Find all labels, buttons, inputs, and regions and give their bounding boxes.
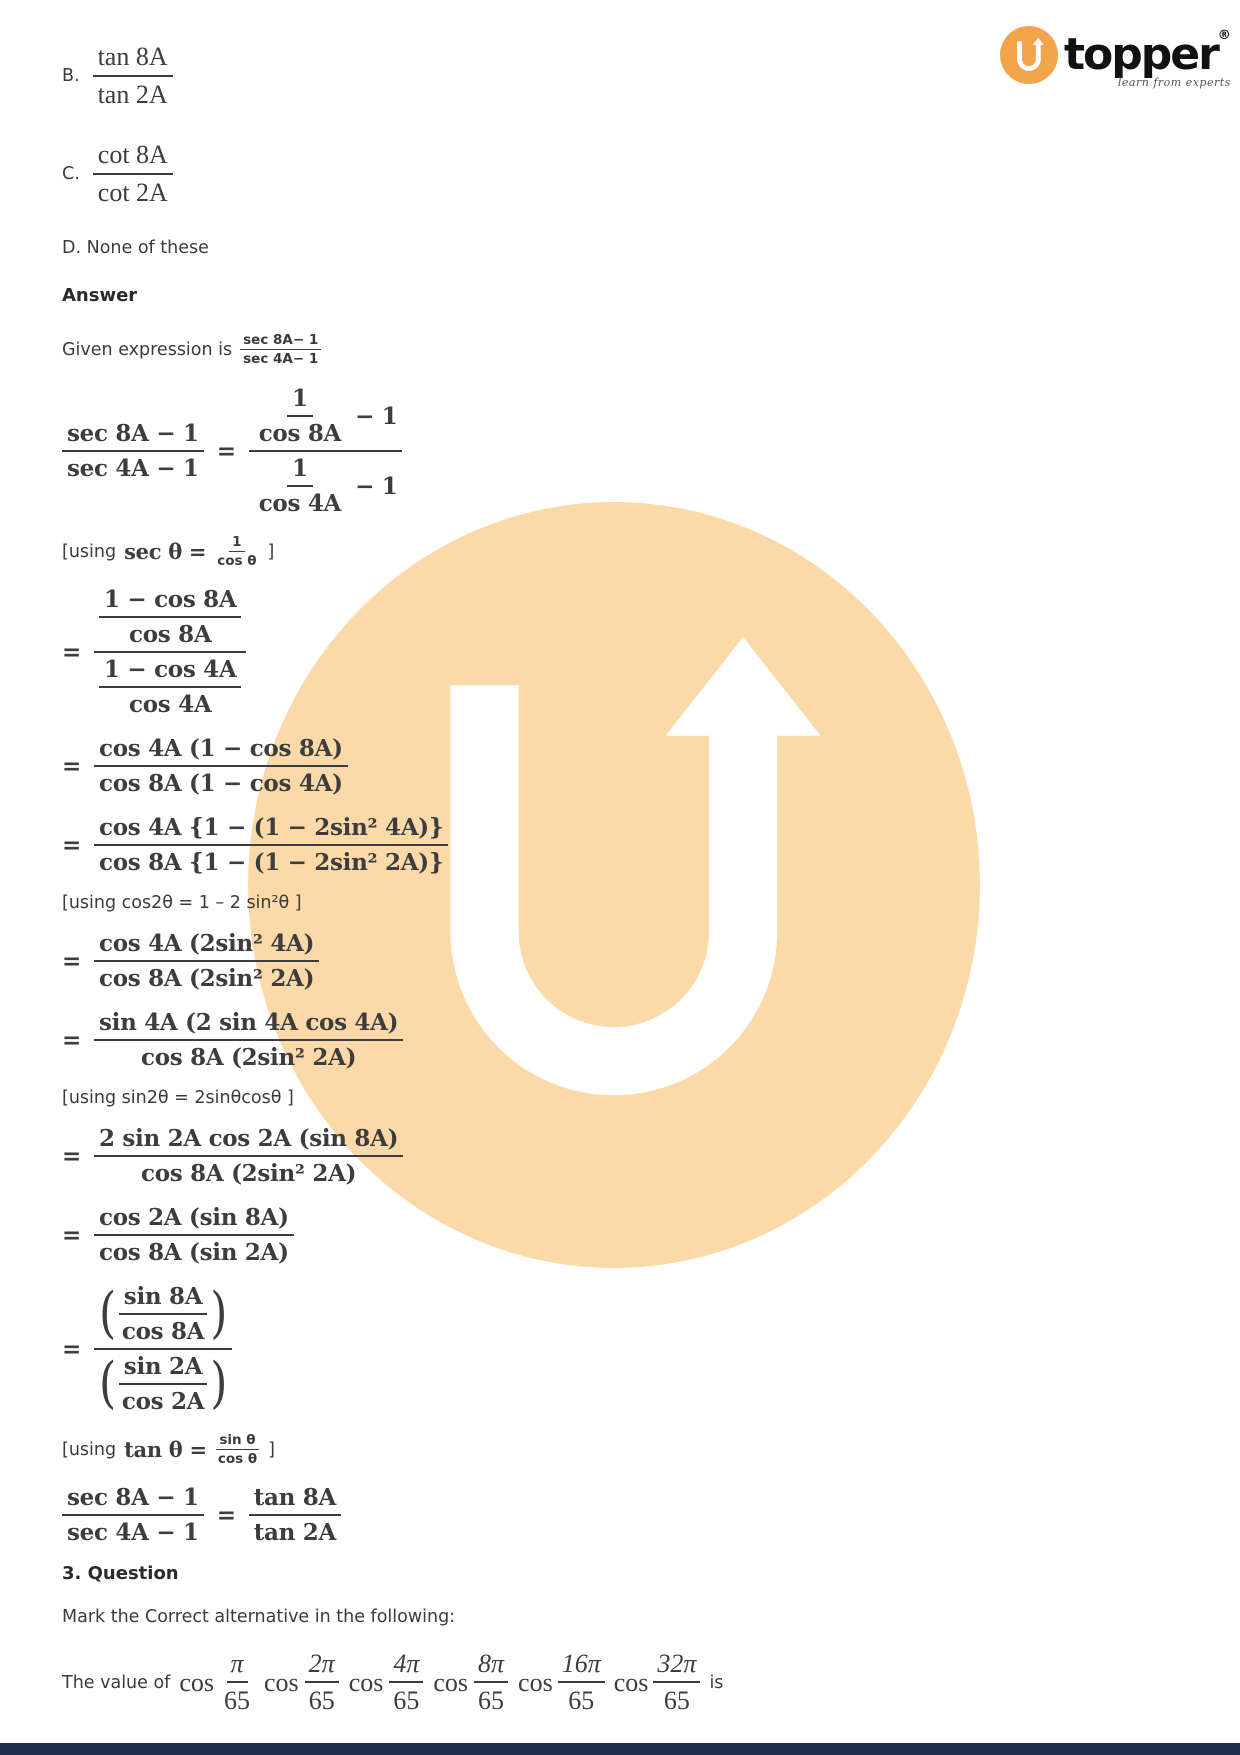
eq1-rhs-num-frac bbox=[254, 385, 346, 447]
option-b-label: B. bbox=[62, 66, 80, 86]
using-sec-identity bbox=[62, 534, 762, 569]
right-paren: ) bbox=[210, 1281, 228, 1346]
frac-num: 32π bbox=[653, 1649, 700, 1683]
answer-heading: Answer bbox=[62, 285, 138, 306]
eq10-rhs-num: tan 8A bbox=[249, 1484, 341, 1516]
using-tan-prefix: [using bbox=[62, 1439, 117, 1460]
eq1-rd-num: 1 bbox=[287, 455, 313, 487]
eq1-rn-den: cos 8A bbox=[258, 420, 342, 447]
using-sec-num: 1 bbox=[229, 534, 244, 552]
eq2-bot-den: cos 4A bbox=[129, 691, 212, 718]
cos-label: cos bbox=[264, 1667, 299, 1697]
using-sin-identity: [using sin2θ = 2sinθcosθ ] bbox=[62, 1088, 294, 1108]
pi-fraction bbox=[388, 1649, 424, 1716]
cos-label: cos bbox=[348, 1667, 384, 1697]
equation-5 bbox=[62, 930, 762, 992]
option-c-fraction bbox=[93, 140, 173, 208]
frac-num: π bbox=[227, 1649, 248, 1683]
equation-6 bbox=[62, 1009, 762, 1071]
eq1-rn-rest: − 1 bbox=[355, 402, 398, 430]
pi-fraction bbox=[558, 1649, 605, 1716]
registered-mark: ® bbox=[1217, 28, 1231, 43]
frac-den: 65 bbox=[663, 1686, 690, 1715]
eq6-den: cos 8A (2sin² 2A) bbox=[141, 1044, 357, 1071]
page-footer-bar bbox=[0, 1743, 1240, 1755]
cos-term bbox=[264, 1649, 340, 1716]
pi-fraction bbox=[653, 1649, 700, 1716]
cos-label: cos bbox=[518, 1667, 553, 1697]
equals-sign: = bbox=[62, 1335, 81, 1363]
equals-sign: = bbox=[62, 831, 81, 859]
using-tan-identity bbox=[62, 1432, 762, 1467]
eq5-den: cos 8A (2sin² 2A) bbox=[98, 965, 315, 992]
equation-2 bbox=[62, 586, 762, 718]
equals-sign: = bbox=[216, 1501, 236, 1529]
pi-fraction bbox=[304, 1649, 340, 1716]
eq8-den: cos 8A (sin 2A) bbox=[98, 1239, 289, 1266]
eq9-outer-fraction bbox=[94, 1283, 232, 1415]
frac-num: 16π bbox=[558, 1649, 605, 1683]
option-c-label: C. bbox=[62, 164, 80, 184]
utopper-logo-circle-icon bbox=[1000, 26, 1058, 84]
eq2-bottom-fraction bbox=[99, 656, 241, 718]
solution-page bbox=[62, 42, 762, 1716]
eq1-rn-num: 1 bbox=[287, 385, 313, 417]
right-paren: ) bbox=[210, 1351, 228, 1416]
option-b bbox=[62, 42, 762, 110]
eq2-top-fraction bbox=[99, 586, 241, 648]
eq9-bot-den: cos 2A bbox=[121, 1388, 205, 1415]
eq2-bot-num: 1 − cos 4A bbox=[99, 656, 241, 688]
cos-term bbox=[518, 1649, 605, 1716]
eq10-rhs-fraction bbox=[249, 1484, 341, 1546]
utopper-logo-u-icon bbox=[1012, 37, 1046, 74]
brand-wordmark: topper bbox=[1064, 29, 1218, 80]
using-sec-lhs: sec θ = bbox=[124, 539, 207, 564]
frac-den: 65 bbox=[393, 1686, 420, 1715]
eq7-num: 2 sin 2A cos 2A (sin 8A) bbox=[94, 1125, 403, 1157]
eq2-outer-fraction bbox=[94, 586, 246, 718]
option-b-denominator: tan 2A bbox=[97, 80, 168, 109]
utopper-logo bbox=[1000, 26, 1231, 89]
option-c-denominator: cot 2A bbox=[97, 178, 168, 207]
brand-tagline: learn from experts bbox=[1117, 76, 1231, 89]
using-tan-suffix: ] bbox=[268, 1439, 275, 1460]
frac-den: 65 bbox=[478, 1686, 505, 1715]
eq1-rhs-den-frac bbox=[254, 455, 346, 517]
eq2-top-num: 1 − cos 8A bbox=[99, 586, 241, 618]
using-tan-lhs: tan θ = bbox=[124, 1437, 207, 1462]
option-c-numerator: cot 8A bbox=[93, 140, 173, 175]
given-fraction bbox=[240, 332, 321, 367]
eq10-rhs-den: tan 2A bbox=[253, 1519, 337, 1546]
eq9-bottom-fraction bbox=[117, 1353, 209, 1415]
pi-fraction bbox=[219, 1649, 255, 1716]
given-expression-line bbox=[62, 332, 762, 367]
cos-term bbox=[614, 1649, 701, 1716]
frac-den: 65 bbox=[308, 1686, 335, 1715]
cos-label: cos bbox=[613, 1667, 649, 1697]
eq5-fraction bbox=[94, 930, 319, 992]
question-3-heading: 3. Question bbox=[62, 1563, 179, 1584]
eq4-fraction bbox=[94, 814, 448, 876]
equals-sign: = bbox=[62, 752, 81, 780]
equation-1 bbox=[62, 385, 762, 517]
equals-sign: = bbox=[62, 638, 81, 666]
eq2-top-den: cos 8A bbox=[129, 621, 212, 648]
option-d: D. None of these bbox=[62, 238, 209, 258]
using-cos-identity: [using cos2θ = 1 – 2 sin²θ ] bbox=[62, 893, 302, 913]
eq4-num: cos 4A {1 − (1 − 2sin² 4A)} bbox=[94, 814, 448, 846]
using-sec-den: cos θ bbox=[217, 553, 257, 569]
left-paren: ( bbox=[98, 1351, 116, 1416]
eq7-fraction bbox=[94, 1125, 403, 1187]
eq4-den: cos 8A {1 − (1 − 2sin² 2A)} bbox=[98, 849, 444, 876]
cos-label: cos bbox=[179, 1667, 215, 1697]
eq5-num: cos 4A (2sin² 4A) bbox=[94, 930, 319, 962]
cos-term bbox=[349, 1649, 425, 1716]
eq1-lhs bbox=[62, 420, 204, 482]
eq1-lhs-num: sec 8A − 1 bbox=[62, 420, 204, 452]
left-paren: ( bbox=[98, 1281, 116, 1346]
eq10-lhs-num: sec 8A − 1 bbox=[62, 1484, 204, 1516]
using-sec-suffix: ] bbox=[267, 541, 275, 562]
given-numerator: sec 8A− 1 bbox=[240, 332, 321, 350]
eq7-den: cos 8A (2sin² 2A) bbox=[141, 1160, 357, 1187]
eq1-rd-rest: − 1 bbox=[355, 472, 398, 500]
using-tan-fraction bbox=[215, 1432, 260, 1467]
cos-term bbox=[179, 1649, 255, 1716]
eq9-top-fraction bbox=[117, 1283, 209, 1345]
frac-den: 65 bbox=[568, 1686, 595, 1715]
equation-7 bbox=[62, 1125, 762, 1187]
eq8-fraction bbox=[94, 1204, 294, 1266]
equation-8 bbox=[62, 1204, 762, 1266]
eq8-num: cos 2A (sin 8A) bbox=[94, 1204, 294, 1236]
eq1-rd-den: cos 4A bbox=[258, 490, 342, 517]
eq9-top-den: cos 8A bbox=[121, 1318, 205, 1345]
cos-label: cos bbox=[433, 1667, 469, 1697]
using-sec-prefix: [using bbox=[62, 541, 117, 562]
eq3-den: cos 8A (1 − cos 4A) bbox=[98, 770, 343, 797]
given-prefix: Given expression is bbox=[62, 339, 233, 360]
frac-den: 65 bbox=[224, 1686, 251, 1715]
eq3-num: cos 4A (1 − cos 8A) bbox=[94, 735, 348, 767]
eq10-lhs-den: sec 4A − 1 bbox=[67, 1519, 199, 1546]
eq9-bot-num: sin 2A bbox=[119, 1353, 207, 1385]
cos-term bbox=[433, 1649, 509, 1716]
eq6-fraction bbox=[94, 1009, 403, 1071]
given-denominator: sec 4A− 1 bbox=[243, 351, 319, 367]
equation-4 bbox=[62, 814, 762, 876]
equals-sign: = bbox=[62, 947, 81, 975]
q3-prefix: The value of bbox=[62, 1672, 171, 1693]
q3-suffix: is bbox=[709, 1672, 724, 1693]
eq3-fraction bbox=[94, 735, 348, 797]
using-tan-den: cos θ bbox=[217, 1451, 258, 1467]
equals-sign: = bbox=[62, 1221, 81, 1249]
eq6-num: sin 4A (2 sin 4A cos 4A) bbox=[94, 1009, 403, 1041]
eq10-lhs-fraction bbox=[62, 1484, 204, 1546]
eq1-rhs bbox=[249, 385, 403, 517]
question-3-expression bbox=[62, 1649, 762, 1716]
equation-3 bbox=[62, 735, 762, 797]
frac-num: 8π bbox=[474, 1649, 508, 1683]
option-c bbox=[62, 140, 762, 208]
equals-sign: = bbox=[62, 1142, 81, 1170]
option-b-numerator: tan 8A bbox=[93, 42, 173, 77]
option-b-fraction bbox=[93, 42, 173, 110]
using-sec-fraction bbox=[214, 534, 259, 569]
equation-10-result bbox=[62, 1484, 762, 1546]
pi-fraction bbox=[473, 1649, 509, 1716]
question-3-instruction: Mark the Correct alternative in the following: bbox=[62, 1607, 456, 1627]
eq1-lhs-den: sec 4A − 1 bbox=[67, 455, 199, 482]
using-tan-num: sin θ bbox=[216, 1432, 258, 1450]
frac-num: 4π bbox=[389, 1649, 423, 1683]
equals-sign: = bbox=[62, 1026, 81, 1054]
frac-num: 2π bbox=[305, 1649, 339, 1683]
equation-9 bbox=[62, 1283, 762, 1415]
eq9-top-num: sin 8A bbox=[119, 1283, 207, 1315]
equals-sign: = bbox=[216, 437, 236, 465]
